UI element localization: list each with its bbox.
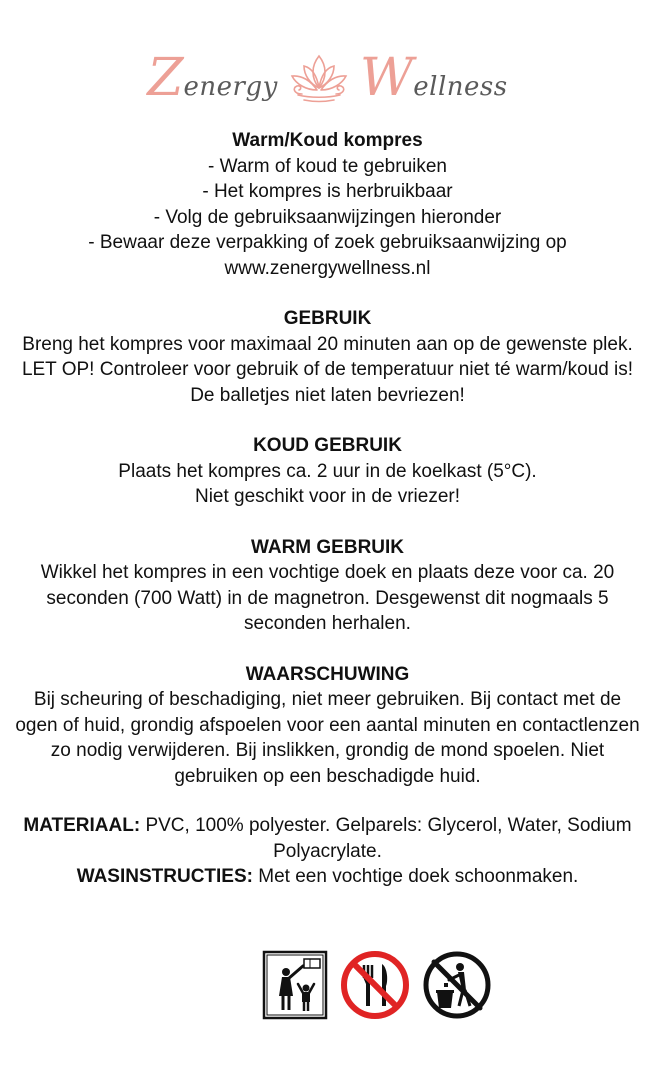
intro-bullet: - Volg de gebruiksaanwijzingen hieronder: [153, 206, 502, 228]
section-heading-waarschuwing: WAARSCHUWING: [245, 663, 410, 685]
logo-word-ellness: ellness: [413, 72, 508, 102]
lotus-icon: [284, 48, 354, 108]
instructions-text: [14, 128, 641, 890]
section-heading-koud: KOUD GEBRUIK: [253, 435, 402, 456]
wash-label: WASINSTRUCTIES:: [76, 866, 253, 887]
brand-logo: [0, 38, 655, 118]
section-body-koud-line: Niet geschikt voor in de vriezer!: [194, 486, 461, 507]
keep-away-from-children-icon: [262, 950, 328, 1020]
website-text: www.zenergywellness.nl: [224, 257, 431, 279]
section-body-warm: Wikkel het kompres in een vochtige doek en plaats deze voor ca. 20 seconden (700 Watt) in de magnetron. Desgewenst dit nogmaals 5 seconden herhalen.: [40, 562, 615, 634]
logo-letter-w: W: [359, 48, 414, 108]
logo-letter-z: Z: [147, 48, 184, 108]
no-littering-icon: [422, 950, 492, 1020]
intro-bullet: - Bewaar deze verpakking of zoek gebruiksaanwijzing op: [88, 232, 567, 253]
wash-value: Met een vochtige doek schoonmaken.: [252, 866, 579, 887]
section-body-gebruik: Breng het kompres voor maximaal 20 minuten aan op de gewenste plek. LET OP! Controleer voor gebruik of de temperatuur niet té warm/koud is! De balletjes niet laten bevriezen!: [21, 333, 634, 406]
intro-bullet: - Warm of koud te gebruiken: [207, 155, 447, 177]
material-value: PVC, 100% polyester. Gelparels: Glycerol, Water, Sodium Polyacrylate.: [140, 815, 632, 862]
wash-info: [14, 864, 641, 890]
material-info: [14, 813, 641, 864]
section-body-koud-line: Plaats het kompres ca. 2 uur in de koelkast (5°C).: [118, 460, 537, 482]
logo-word-zenergy: [147, 48, 278, 108]
product-title: Warm/Koud kompres: [232, 130, 423, 151]
material-label: MATERIAAL:: [23, 815, 141, 836]
safety-pictograms: [262, 949, 492, 1021]
not-edible-icon: [340, 950, 410, 1020]
logo-word-energy: energy: [183, 72, 278, 102]
section-heading-warm: WARM GEBRUIK: [250, 536, 405, 558]
section-heading-gebruik: GEBRUIK: [283, 308, 372, 329]
logo-word-wellness: [359, 48, 508, 108]
section-body-waarschuwing: Bij scheuring of beschadiging, niet meer gebruiken. Bij contact met de ogen of huid, grondig afspoelen voor een aantal minuten en contactlenzen zo nodig verwijderen. Bij inslikken, grondig de mond spoelen. Niet gebruiken op een beschadigde huid.: [15, 689, 640, 787]
intro-bullet: - Het kompres is herbruikbaar: [202, 181, 453, 202]
